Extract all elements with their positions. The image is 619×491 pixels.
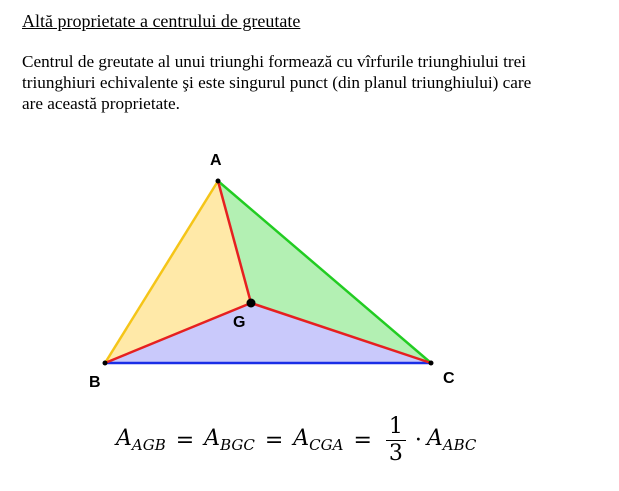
paragraph-line: triunghiuri echivalente şi este singurul punct (din planul triunghiului) care	[22, 73, 532, 92]
vertex-label-a: A	[210, 152, 222, 169]
fraction-one-third	[386, 415, 406, 466]
point-g	[247, 299, 256, 308]
section-title: Altă proprietate a centrului de greutate	[22, 11, 301, 31]
point-c	[429, 361, 434, 366]
area-subscript: AGB	[131, 436, 166, 454]
area-formula	[116, 410, 476, 470]
area-symbol: A	[426, 426, 443, 451]
vertex-label-c: C	[443, 370, 455, 387]
paragraph-line: Centrul de greutate al unui triunghi formează cu vîrfurile triunghiului trei	[22, 52, 527, 71]
equals-sign: =	[264, 427, 284, 453]
area-cga	[293, 426, 343, 454]
area-subscript: CGA	[309, 436, 344, 454]
area-bgc	[204, 426, 255, 454]
fraction-denominator: 3	[388, 440, 403, 466]
area-symbol: A	[116, 426, 132, 451]
multiply-dot: ·	[414, 427, 422, 453]
equals-sign: =	[175, 427, 195, 453]
area-agb	[116, 426, 166, 454]
area-subscript: ABC	[442, 436, 477, 454]
centroid-label-g: G	[233, 314, 246, 331]
area-symbol: A	[204, 426, 221, 451]
area-subscript: BGC	[220, 436, 255, 454]
vertex-label-b: B	[89, 374, 101, 391]
area-abc	[427, 426, 477, 454]
equals-sign: =	[353, 427, 372, 453]
paragraph-line: are această proprietate.	[22, 94, 180, 113]
fraction-numerator: 1	[386, 415, 406, 441]
point-b	[103, 361, 108, 366]
area-symbol: A	[293, 426, 310, 451]
point-a	[216, 179, 221, 184]
